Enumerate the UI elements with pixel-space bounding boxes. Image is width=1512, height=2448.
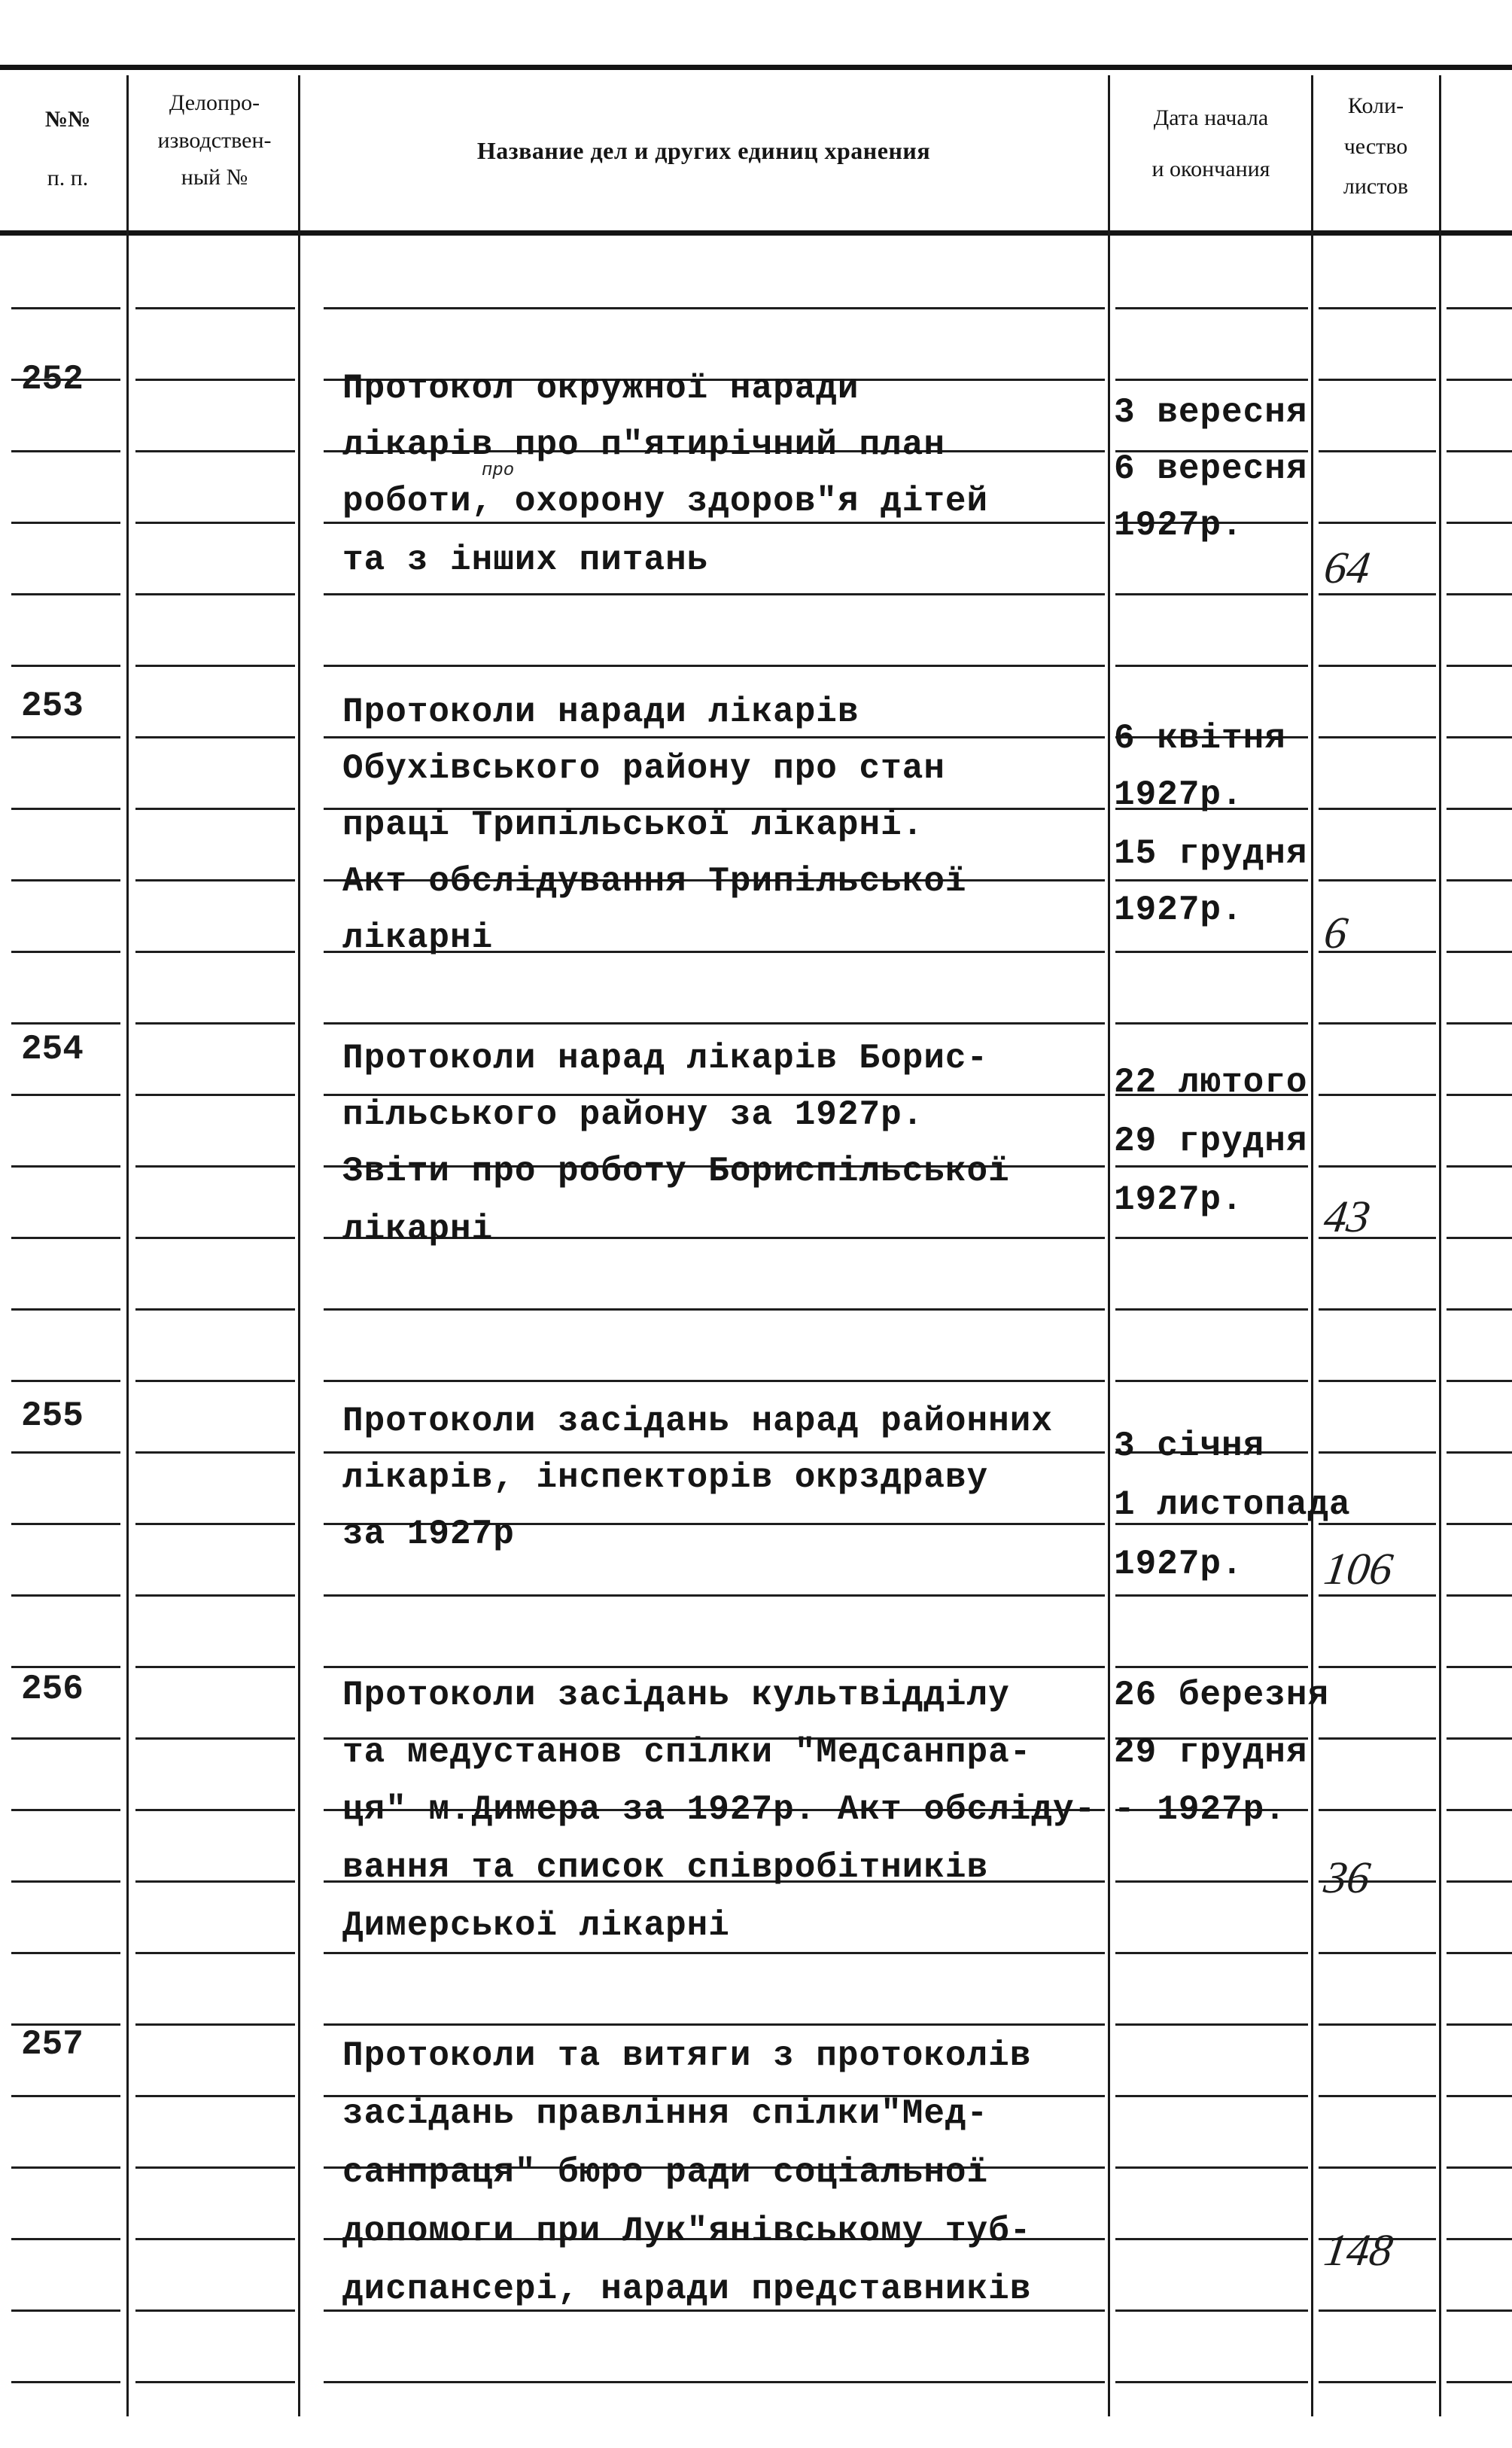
ruled-line xyxy=(135,879,295,881)
ruled-line xyxy=(1319,1451,1436,1454)
header-number-column xyxy=(15,105,120,192)
header-sheets-column xyxy=(1314,92,1437,201)
ruled-line xyxy=(1447,1094,1512,1096)
ruled-line xyxy=(135,951,295,953)
ruled-line xyxy=(1447,2381,1512,2383)
ruled-line xyxy=(324,307,1105,309)
ruled-line xyxy=(1447,2095,1512,2097)
ruled-line xyxy=(1115,1022,1308,1025)
header-office-number-column xyxy=(132,89,297,192)
ruled-line xyxy=(11,1165,120,1168)
ruled-line xyxy=(1115,2095,1308,2097)
ruled-line xyxy=(135,1308,295,1311)
record-title-line: лікарні xyxy=(342,1210,494,1249)
ruled-line xyxy=(324,1380,1105,1382)
ruled-line xyxy=(11,1952,120,1954)
ruled-line xyxy=(135,665,295,667)
ruled-line xyxy=(1115,1594,1308,1597)
ruled-line xyxy=(1447,1165,1512,1168)
ruled-line xyxy=(1319,736,1436,738)
ruled-line xyxy=(11,307,120,309)
ruled-line xyxy=(1319,665,1436,667)
ruled-line xyxy=(135,1880,295,1883)
record-number: 252 xyxy=(21,360,84,399)
ruled-line xyxy=(135,2381,295,2383)
ruled-line xyxy=(1319,522,1436,524)
ruled-line xyxy=(135,307,295,309)
header-office-line-1: Делопро- xyxy=(169,90,260,115)
ruled-line xyxy=(324,593,1105,595)
record-title-line: Протоколи та витяги з протоколів xyxy=(342,2036,1032,2075)
ruled-line xyxy=(11,1666,120,1668)
column-divider-2 xyxy=(298,75,300,2416)
ruled-line xyxy=(1447,450,1512,452)
ruled-line xyxy=(135,1523,295,1525)
record-date-line: 1927р. xyxy=(1114,891,1243,930)
ruled-line xyxy=(11,1523,120,1525)
ruled-line xyxy=(1115,951,1308,953)
ruled-line xyxy=(1447,307,1512,309)
ruled-line xyxy=(1447,2023,1512,2026)
ruled-line xyxy=(1115,379,1308,381)
record-title-line: лікарні xyxy=(342,918,494,958)
record-title-line: лікарів, інспекторів окрздраву xyxy=(342,1458,989,1497)
column-divider-1 xyxy=(126,75,129,2416)
header-number-sub: п. п. xyxy=(47,165,89,190)
handwritten-insert: про xyxy=(482,461,515,481)
ruled-line xyxy=(1447,1809,1512,1811)
ruled-line xyxy=(135,1809,295,1811)
record-number: 253 xyxy=(21,687,84,726)
record-title-line: лікарів про п"ятирічний план xyxy=(342,425,945,464)
record-date-line: 1927р. xyxy=(1114,775,1243,814)
ruled-line xyxy=(11,1308,120,1311)
ruled-line xyxy=(1319,1666,1436,1668)
ruled-line xyxy=(11,1594,120,1597)
ruled-line xyxy=(1447,1237,1512,1239)
record-sheets-count: 106 xyxy=(1321,1544,1396,1594)
header-dates-line-1: Дата начала xyxy=(1153,105,1269,130)
header-dates-column xyxy=(1112,104,1310,183)
record-title-line: Протоколи наради лікарів xyxy=(342,693,859,732)
ruled-line xyxy=(1319,450,1436,452)
ruled-line xyxy=(324,1666,1105,1668)
ruled-line xyxy=(11,2381,120,2383)
record-sheets-count: 36 xyxy=(1321,1853,1374,1902)
column-divider-3 xyxy=(1108,75,1110,2416)
header-top-rule xyxy=(0,65,1512,70)
header-office-line-3: ный № xyxy=(181,165,248,190)
ruled-line xyxy=(1447,1022,1512,1025)
record-title-line: ця" м.Димера за 1927р. Акт обсліду- xyxy=(342,1790,1097,1829)
record-date-line: 29 грудня xyxy=(1114,1122,1308,1161)
ruled-line xyxy=(1115,1952,1308,1954)
ruled-line xyxy=(1319,2381,1436,2383)
record-title-line: вання та список співробітників xyxy=(342,1848,989,1887)
record-number: 256 xyxy=(21,1670,84,1709)
ruled-line xyxy=(1447,951,1512,953)
record-title-line: Акт обслідування Трипільської xyxy=(342,862,967,901)
ruled-line xyxy=(11,879,120,881)
record-title-line: роботи, охорону здоров"я дітей xyxy=(342,482,989,521)
ruled-line xyxy=(1115,593,1308,595)
record-date-line: 1927р. xyxy=(1114,1545,1243,1584)
ruled-line xyxy=(135,1022,295,1025)
record-number: 254 xyxy=(21,1030,84,1069)
record-title-line: Обухівського району про стан xyxy=(342,749,945,788)
ruled-line xyxy=(1115,1666,1308,1668)
ruled-line xyxy=(11,2309,120,2312)
ruled-line xyxy=(135,522,295,524)
column-divider-5 xyxy=(1439,75,1441,2416)
ruled-line xyxy=(1319,1737,1436,1740)
ruled-line xyxy=(1319,1094,1436,1096)
record-date-line: 1 листопада xyxy=(1114,1485,1351,1524)
ruled-line xyxy=(11,1880,120,1883)
record-title-line: Протоколи нарад лікарів Борис- xyxy=(342,1039,989,1078)
header-sheets-line-3: листов xyxy=(1343,174,1409,199)
ruled-line xyxy=(1319,2023,1436,2026)
ruled-line xyxy=(11,1022,120,1025)
record-sheets-count: 6 xyxy=(1321,908,1351,958)
ruled-line xyxy=(11,1451,120,1454)
ruled-line xyxy=(135,2023,295,2026)
ruled-line xyxy=(1319,1308,1436,1311)
record-sheets-count: 64 xyxy=(1321,543,1374,592)
ruled-line xyxy=(135,2238,295,2240)
header-dates-line-2: и окончания xyxy=(1151,156,1270,181)
record-title-line: за 1927р xyxy=(342,1515,515,1554)
ruled-line xyxy=(324,665,1105,667)
record-title-line: Звіти про роботу Бориспільської xyxy=(342,1152,1010,1191)
ruled-line xyxy=(1115,2238,1308,2240)
ruled-line xyxy=(324,1952,1105,1954)
ruled-line xyxy=(1319,1380,1436,1382)
ruled-line xyxy=(11,736,120,738)
ruled-line xyxy=(135,1666,295,1668)
ruled-line xyxy=(1447,665,1512,667)
ruled-line xyxy=(324,736,1105,738)
ruled-line xyxy=(1115,879,1308,881)
record-sheets-count: 43 xyxy=(1321,1192,1374,1241)
ruled-line xyxy=(1447,1666,1512,1668)
ruled-line xyxy=(1447,1952,1512,1954)
ruled-line xyxy=(1115,307,1308,309)
record-title-line: диспансері, наради представників xyxy=(342,2270,1032,2309)
ruled-line xyxy=(135,1380,295,1382)
ruled-line xyxy=(135,736,295,738)
record-date-line: 6 квітня xyxy=(1114,719,1286,758)
ruled-line xyxy=(135,450,295,452)
ruled-line xyxy=(135,808,295,810)
ruled-line xyxy=(1319,1809,1436,1811)
ruled-line xyxy=(324,2309,1105,2312)
ruled-line xyxy=(1447,879,1512,881)
ruled-line xyxy=(11,522,120,524)
ruled-line xyxy=(1447,808,1512,810)
ruled-line xyxy=(1115,2309,1308,2312)
record-title-line: Димерської лікарні xyxy=(342,1906,730,1945)
ruled-line xyxy=(135,1594,295,1597)
ruled-line xyxy=(1115,2381,1308,2383)
record-title-line: праці Трипільської лікарні. xyxy=(342,805,924,845)
header-office-line-2: изводствен- xyxy=(157,127,272,153)
ruled-line xyxy=(324,1594,1105,1597)
record-number: 255 xyxy=(21,1396,84,1436)
ruled-line xyxy=(1319,2309,1436,2312)
ruled-line xyxy=(11,1094,120,1096)
ruled-line xyxy=(135,1952,295,1954)
ruled-line xyxy=(1115,1880,1308,1883)
ruled-line xyxy=(11,1237,120,1239)
ruled-line xyxy=(324,2023,1105,2026)
header-title-column: Название дел и других единиц хранения xyxy=(476,137,931,164)
ruled-line xyxy=(1447,522,1512,524)
ruled-line xyxy=(135,593,295,595)
column-divider-4 xyxy=(1311,75,1313,2416)
ruled-line xyxy=(324,522,1105,524)
ruled-line xyxy=(11,951,120,953)
header-number-label: №№ xyxy=(44,107,91,132)
ruled-line xyxy=(1115,2166,1308,2169)
ruled-line xyxy=(1115,1308,1308,1311)
ruled-line xyxy=(135,1737,295,1740)
header-sheets-line-2: чество xyxy=(1343,133,1408,159)
record-number: 257 xyxy=(21,2025,84,2064)
ruled-line xyxy=(1447,2309,1512,2312)
ruled-line xyxy=(1319,1022,1436,1025)
ruled-line xyxy=(11,665,120,667)
record-title-line: санпраця" бюро ради соціальної xyxy=(342,2153,989,2192)
ruled-line xyxy=(11,450,120,452)
record-date-line: 22 лютого xyxy=(1114,1063,1308,1102)
ruled-line xyxy=(135,1451,295,1454)
ruled-line xyxy=(135,1165,295,1168)
record-date-line: 3 січня xyxy=(1114,1426,1265,1466)
ruled-line xyxy=(11,593,120,595)
ruled-line xyxy=(1447,2238,1512,2240)
header-bottom-rule xyxy=(0,230,1512,236)
ruled-line xyxy=(324,1451,1105,1454)
header-sheets-line-1: Коли- xyxy=(1347,93,1404,118)
record-date-line: 26 березня xyxy=(1114,1676,1330,1715)
record-title-line: та з інших питань xyxy=(342,540,709,580)
record-date-line: 1927р. xyxy=(1114,1180,1243,1219)
ruled-line xyxy=(1319,307,1436,309)
ruled-line xyxy=(1447,1880,1512,1883)
ruled-line xyxy=(135,2166,295,2169)
ruled-line xyxy=(1115,1165,1308,1168)
ruled-line xyxy=(1115,2023,1308,2026)
record-title-line: засідань правління спілки"Мед- xyxy=(342,2094,989,2133)
ruled-line xyxy=(11,808,120,810)
record-date-line: 29 грудня xyxy=(1114,1733,1308,1772)
ruled-line xyxy=(1447,1737,1512,1740)
record-title-line: допомоги при Лук"янівському туб- xyxy=(342,2212,1032,2251)
ruled-line xyxy=(1447,593,1512,595)
record-title-line: Протоколи засідань культвідділу xyxy=(342,1676,1010,1715)
record-date-line: 6 вересня xyxy=(1114,449,1308,489)
ruled-line xyxy=(11,1380,120,1382)
record-date-line: 3 вересня xyxy=(1114,393,1308,432)
record-date-line: 15 грудня xyxy=(1114,834,1308,873)
ruled-line xyxy=(11,1809,120,1811)
ruled-line xyxy=(1319,2166,1436,2169)
ruled-line xyxy=(135,2309,295,2312)
ruled-line xyxy=(1115,1380,1308,1382)
ruled-line xyxy=(1447,1380,1512,1382)
ruled-line xyxy=(1319,1952,1436,1954)
record-title-line: Протоколи засідань нарад районних xyxy=(342,1402,1053,1441)
ruled-line xyxy=(1115,1237,1308,1239)
ruled-line xyxy=(324,1308,1105,1311)
ruled-line xyxy=(135,379,295,381)
record-sheets-count: 148 xyxy=(1321,2225,1396,2275)
ruled-line xyxy=(11,2166,120,2169)
ruled-line xyxy=(1447,1523,1512,1525)
record-date-line: - 1927р. xyxy=(1114,1790,1286,1829)
record-title-line: Протокол окружної наради xyxy=(342,369,859,408)
ruled-line xyxy=(1319,1165,1436,1168)
ruled-line xyxy=(1447,379,1512,381)
record-title-line: та медустанов спілки "Медсанпра- xyxy=(342,1733,1032,1772)
ruled-line xyxy=(11,2238,120,2240)
ruled-line xyxy=(11,1737,120,1740)
ruled-line xyxy=(1319,879,1436,881)
ruled-line xyxy=(11,2095,120,2097)
ruled-line xyxy=(324,1022,1105,1025)
ruled-line xyxy=(1115,665,1308,667)
ruled-line xyxy=(1319,2095,1436,2097)
ruled-line xyxy=(1447,1451,1512,1454)
record-date-line: 1927р. xyxy=(1114,506,1243,545)
ruled-line xyxy=(1447,1594,1512,1597)
ruled-line xyxy=(1319,808,1436,810)
record-title-line: пільського району за 1927р. xyxy=(342,1095,924,1134)
ruled-line xyxy=(324,2381,1105,2383)
ruled-line xyxy=(135,2095,295,2097)
ruled-line xyxy=(135,1094,295,1096)
ruled-line xyxy=(1319,379,1436,381)
ruled-line xyxy=(1447,2166,1512,2169)
ruled-line xyxy=(1447,1308,1512,1311)
ruled-line xyxy=(1447,736,1512,738)
ruled-line xyxy=(135,1237,295,1239)
